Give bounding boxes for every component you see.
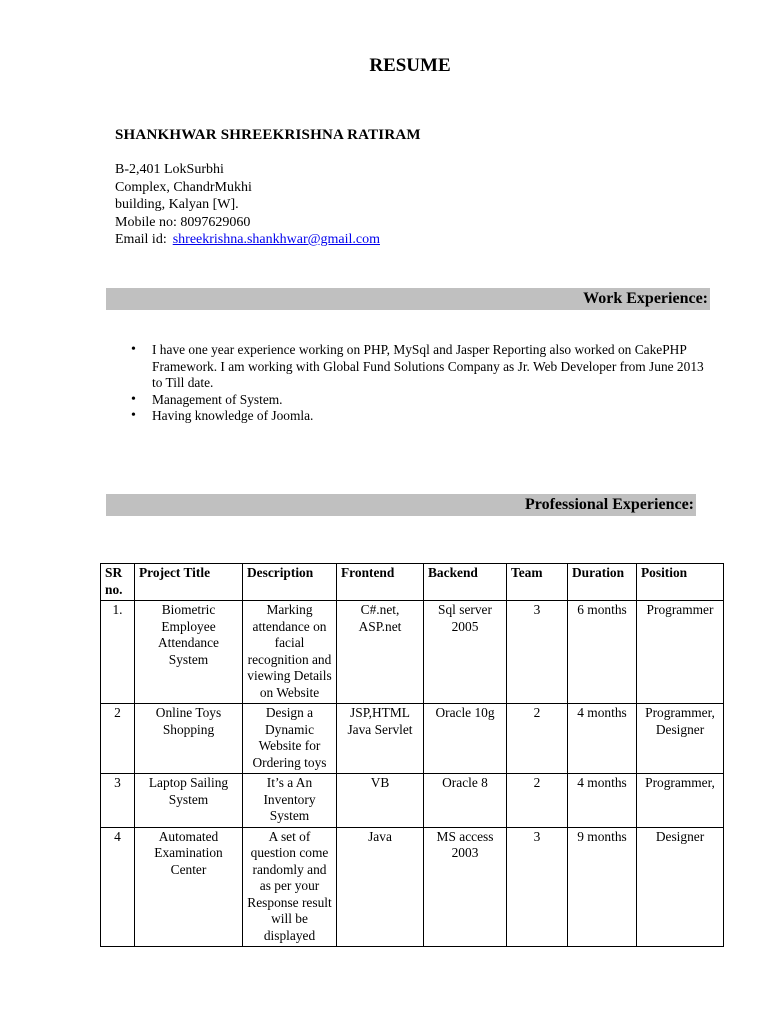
column-header: SR no. [101, 564, 135, 601]
table-cell: 4 [101, 827, 135, 947]
table-cell: Java [337, 827, 424, 947]
table-cell: Marking attendance on facial recognition and viewing Details on Website [243, 601, 337, 704]
candidate-name: SHANKHWAR SHREEKRISHNA RATIRAM [115, 127, 421, 143]
table-cell: 3 [507, 827, 568, 947]
table-row [101, 827, 724, 947]
table-row [101, 774, 724, 828]
email-label: Email id: [115, 232, 167, 247]
table-cell: Programmer, [637, 774, 724, 828]
column-header: Position [637, 564, 724, 601]
column-header: Team [507, 564, 568, 601]
table-cell: 4 months [568, 774, 637, 828]
table-cell: 9 months [568, 827, 637, 947]
professional-experience-heading: Professional Experience: [106, 494, 696, 516]
address-line: building, Kalyan [W]. [115, 197, 239, 212]
table-cell: 3 [507, 601, 568, 704]
table-row [101, 601, 724, 704]
table-row [101, 704, 724, 774]
table-cell: 1. [101, 601, 135, 704]
table-cell: Design a Dynamic Website for Ordering toys [243, 704, 337, 774]
work-experience-list [152, 342, 712, 425]
column-header: Backend [424, 564, 507, 601]
table-header-row [101, 564, 724, 601]
table-cell: Programmer, Designer [637, 704, 724, 774]
table-cell: 3 [101, 774, 135, 828]
table-cell: Oracle 10g [424, 704, 507, 774]
column-header: Duration [568, 564, 637, 601]
mobile-number: Mobile no: 8097629060 [115, 214, 251, 230]
table-cell: 4 months [568, 704, 637, 774]
table-cell: 2 [507, 704, 568, 774]
column-header: Project Title [135, 564, 243, 601]
table-cell: 6 months [568, 601, 637, 704]
work-experience-heading: Work Experience: [106, 288, 710, 310]
table-cell: It’s a An Inventory System [243, 774, 337, 828]
projects-table [100, 563, 724, 947]
column-header: Description [243, 564, 337, 601]
table-cell: 2 [507, 774, 568, 828]
column-header: Frontend [337, 564, 424, 601]
table-cell: MS access 2003 [424, 827, 507, 947]
table-cell: C#.net, ASP.net [337, 601, 424, 704]
list-item: • I have one year experience working on PHP, MySql and Jasper Reporting also worked on CakePHP Framework. I am working with Global Fund Solutions Company as Jr. Web Developer from June 2013 to Till date. [152, 342, 712, 392]
address-line: B-2,401 LokSurbhi [115, 162, 224, 177]
table-cell: VB [337, 774, 424, 828]
table-cell: Designer [637, 827, 724, 947]
list-item: • Having knowledge of Joomla. [152, 408, 712, 425]
email-link[interactable]: shreekrishna.shankhwar@gmail.com [172, 232, 380, 247]
email-row [115, 231, 380, 249]
table-cell: A set of question come randomly and as per your Response result will be displayed [243, 827, 337, 947]
list-item: • Management of System. [152, 392, 712, 409]
table-cell: Oracle 8 [424, 774, 507, 828]
address-line: Complex, ChandrMukhi [115, 179, 252, 195]
table-cell: Laptop Sailing System [135, 774, 243, 828]
table-cell: 2 [101, 704, 135, 774]
table-cell: Biometric Employee Attendance System [135, 601, 243, 704]
table-cell: Programmer [637, 601, 724, 704]
document-title: RESUME [369, 55, 451, 76]
table-cell: Automated Examination Center [135, 827, 243, 947]
table-cell: Sql server 2005 [424, 601, 507, 704]
contact-block [115, 161, 380, 249]
table-cell: JSP,HTML Java Servlet [337, 704, 424, 774]
table-cell: Online Toys Shopping [135, 704, 243, 774]
